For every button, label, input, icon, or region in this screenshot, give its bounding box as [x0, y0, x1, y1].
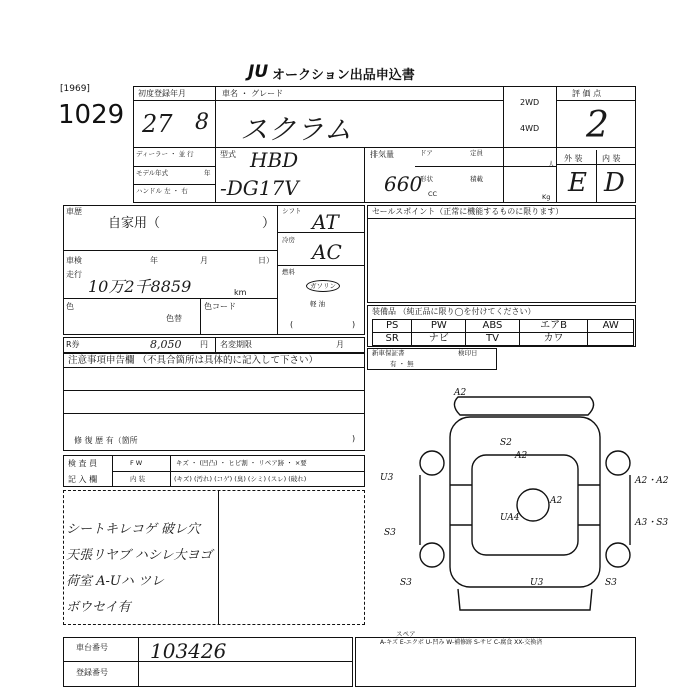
kg-label: Kg	[542, 193, 551, 201]
door-label: ドア	[420, 149, 433, 157]
transfer-label: 名変期限	[220, 340, 252, 349]
repair-history: 修 復 歴 有（箇所	[74, 436, 138, 445]
mark-ua4: UA4	[500, 513, 520, 523]
recycle-box	[63, 337, 365, 353]
recycle-value: 8,050	[150, 338, 182, 351]
dealer-label: ディーラー ・ 並 行	[136, 150, 194, 158]
shaken-year: 年	[150, 256, 158, 265]
equip-aw: AW	[588, 320, 634, 333]
km-label: km	[234, 288, 247, 297]
history-label: 車歴	[66, 207, 82, 216]
equip-pw: PW	[412, 320, 466, 333]
car-name-value: スクラム	[240, 113, 352, 146]
model-year-label: モデル年式	[136, 169, 169, 177]
form-title: オークション出品申込書	[272, 68, 415, 83]
shift-value: AT	[312, 210, 339, 234]
first-reg-label: 初度登録年月	[138, 89, 186, 98]
wd4-label: 4WD	[520, 124, 540, 133]
chassis-label: 車台番号	[76, 643, 108, 652]
notes-title: 注意事項申告欄 （不具合箇所は具体的に記入して下さい）	[68, 355, 319, 366]
equipment-label: 装備品 （純正品に限り◯を付けてください）	[372, 307, 536, 316]
equip-ps: PS	[373, 320, 412, 333]
fuel-diesel: 軽 油	[310, 300, 326, 308]
color-code-label: 色コード	[204, 302, 236, 311]
mark-s2: S2	[500, 438, 512, 448]
shaken-label: 車検	[66, 256, 82, 265]
cc-label: CC	[428, 190, 438, 198]
color-label: 色	[66, 302, 74, 311]
mark-a3-right: A3・S3	[635, 518, 669, 528]
note-line-2: 天張リヤブ ハシレ大ヨゴ	[66, 548, 213, 563]
inspector-ext-items: キズ ・ (凹凸) ・ ヒビ割 ・ リペア跡 ・ ×要	[176, 459, 307, 467]
mark-u3-bottom: U3	[530, 578, 544, 588]
ext-value: E	[568, 168, 587, 198]
type-label: 型式	[220, 150, 236, 159]
seal-label: 検印日	[458, 349, 478, 357]
note-line-3: 荷室 A-Uハ ツレ	[66, 574, 165, 589]
fuel-paren: (	[290, 320, 294, 329]
legend-text: A-キズ E-エクボ U-凹み W-補修跡 S-サビ C-腐食 XX-交換済	[380, 639, 543, 646]
wd2-label: 2WD	[520, 98, 540, 107]
inspector-int: 内 装	[130, 475, 146, 483]
equipment-table	[372, 319, 634, 346]
inspector-fw: F W	[130, 459, 143, 467]
warranty-label: 新車保証書	[372, 349, 405, 357]
sales-point-box	[367, 205, 636, 303]
form-code: [1969]	[60, 84, 90, 94]
equip-empty	[588, 333, 634, 346]
shaken-month: 月	[200, 256, 208, 265]
person-label: 人	[548, 160, 555, 168]
shift-label: シフト	[282, 207, 302, 215]
aircon-value: AC	[312, 240, 342, 264]
fuel-label: 燃料	[282, 268, 295, 276]
recycle-label: R券	[66, 340, 80, 349]
yen-label: 円	[200, 340, 208, 349]
capacity-label: 定員	[470, 149, 483, 157]
close-paren: ）	[262, 216, 276, 231]
inspector-int-items: (キズ) (汚れ) (コゲ) (臭) (シミ) (スレ) (破れ)	[174, 475, 307, 483]
private-use-label: 自家用（	[108, 216, 161, 231]
rating-label: 評 価 点	[572, 89, 602, 98]
aircon-label: 冷房	[282, 236, 295, 244]
entry-label: 記 入 欄	[68, 475, 98, 484]
mark-s3-bottom: S3	[400, 578, 412, 588]
mileage-label: 走行	[66, 270, 82, 279]
equip-abs: ABS	[466, 320, 520, 333]
note-line-4: ボウセイ有	[66, 600, 131, 615]
chassis-value: 103426	[150, 639, 227, 663]
shape-label: 形状	[420, 175, 433, 183]
equip-leather: カワ	[519, 333, 588, 346]
mark-s3-right: S3	[605, 578, 617, 588]
int-label: 内 装	[602, 154, 621, 163]
reg-month-value: 8	[195, 110, 209, 135]
reg-no-label: 登録番号	[76, 668, 108, 677]
displacement-value: 660	[384, 172, 423, 196]
int-value: D	[604, 168, 625, 198]
nen-label: 年	[204, 169, 211, 177]
transfer-month: 月	[336, 340, 344, 349]
equip-airbag: エアB	[519, 320, 588, 333]
type-value: HBD	[250, 148, 299, 172]
mark-a2-roof: A2	[550, 496, 563, 506]
mark-a2-top: A2	[454, 388, 467, 398]
shaken-day: 日）	[258, 256, 274, 265]
color-change-label: 色替	[166, 314, 182, 323]
equip-navi: ナビ	[412, 333, 466, 346]
warranty-value: 有 ・ 無	[390, 360, 414, 368]
displacement-label: 排気量	[370, 150, 394, 159]
mark-a2-right: A2・A2	[635, 476, 669, 486]
car-damage-diagram	[380, 385, 669, 625]
sales-point-label: セールスポイント（正常に機能するものに限ります）	[372, 207, 564, 216]
brand-logo: JU	[248, 62, 269, 82]
ext-label: 外 装	[564, 154, 583, 163]
reg-year-value: 27	[142, 110, 173, 138]
model-value: -DG17V	[220, 176, 299, 200]
inspector-label: 検 査 員	[68, 459, 98, 468]
note-line-1: シートキレコゲ 破レ穴	[66, 522, 201, 537]
fuel-paren-close: )	[352, 320, 356, 329]
fuel-gas: ガソリン	[306, 280, 340, 292]
mark-a2-hood: A2	[515, 451, 528, 461]
handle-label: ハンドル 左 ・ 右	[136, 187, 188, 195]
equip-tv: TV	[466, 333, 520, 346]
mark-u3-left: U3	[380, 473, 394, 483]
name-grade-label: 車名 ・ グレード	[222, 89, 284, 98]
mark-s3-left: S3	[384, 528, 396, 538]
mileage-value: 10万2千8859	[88, 277, 192, 296]
repair-close: )	[352, 434, 356, 443]
equip-sr: SR	[373, 333, 412, 346]
rating-value: 2	[586, 105, 609, 146]
lot-number: 1029	[58, 100, 125, 130]
spare-label: スペア	[396, 630, 416, 638]
load-label: 積載	[470, 175, 483, 183]
